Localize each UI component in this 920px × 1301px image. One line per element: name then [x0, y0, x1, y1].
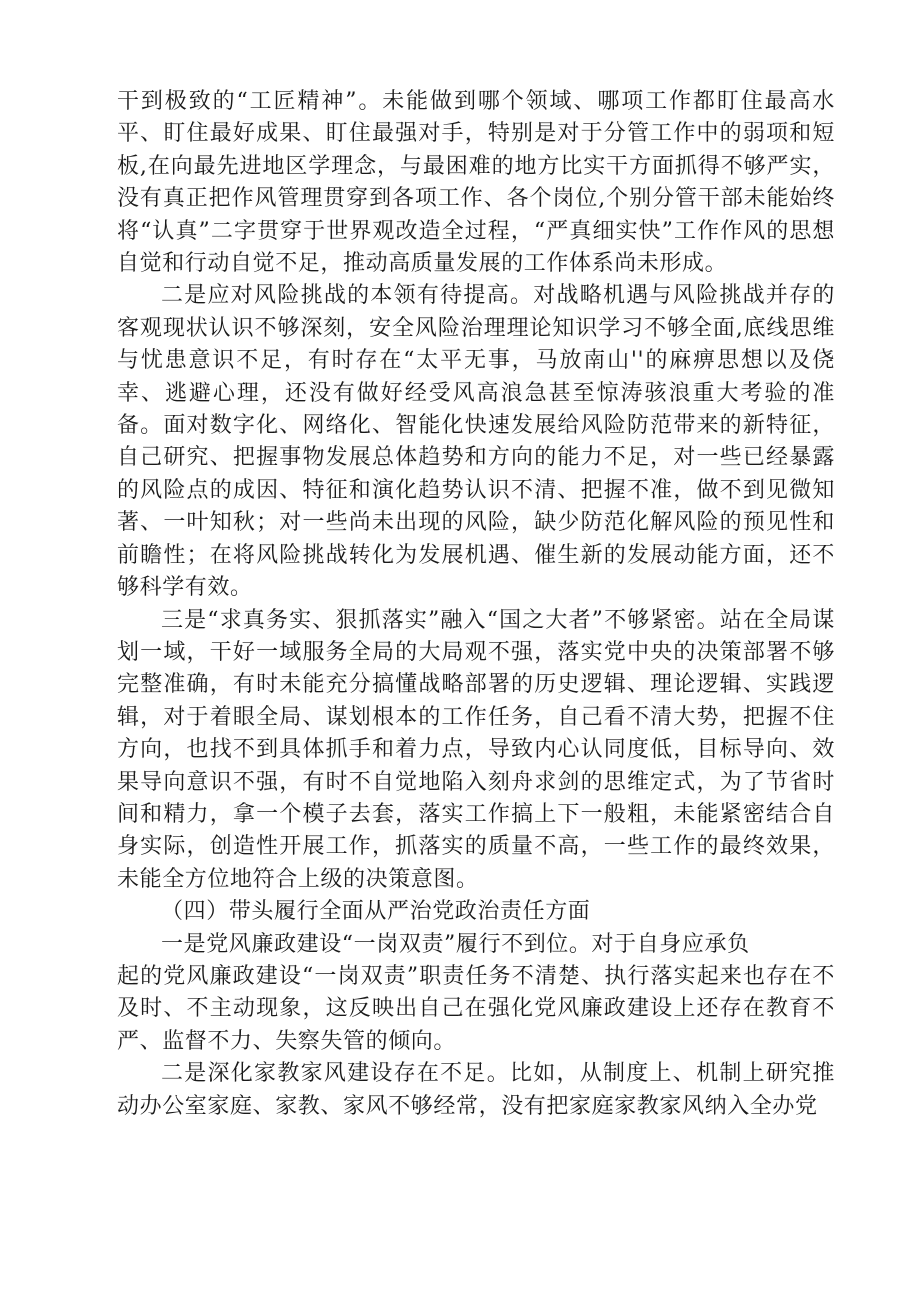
paragraph-integrity-rest: 起的党风廉政建设“一岗双责”职责任务不清楚、执行落实起来也存在不及时、不主动现象，这反映出自己在强化党风廉政建设上还存在教育不严、监督不力、失察失管的倾向。	[117, 963, 835, 1054]
paragraph-risk-challenges: 二是应对风险挑战的本领有待提高。对战略机遇与风险挑战并存的客观现状认识不够深刻，安全风险治理理论知识学习不够全面,底线思维与忧患意识不足，有时存在“太平无事，马放南山''的麻痹思想以及侥幸、逃避心理，还没有做好经受风高浪急甚至惊涛骇浪重大考验的准备。面对数字化、网络化、智能化快速发展给风险防范带来的新特征，自己研究、把握事物发展总体趋势和方向的能力不足，对一些已经暴露的风险点的成因、特征和演化趋势认识不清、把握不准，做不到见微知著、一叶知秋；对一些尚未出现的风险，缺少防范化解风险的预见性和前瞻性；在将风险挑战转化为发展机遇、催生新的发展动能方面，还不够科学有效。	[117, 283, 835, 601]
paragraph-seek-truth: 三是“求真务实、狠抓落实”融入“国之大者”不够紧密。站在全局谋划一域，干好一域服务全局的大局观不强，落实党中央的决策部署不够完整准确，有时未能充分搞懂战略部署的历史逻辑、理论逻辑、实践逻辑，对于着眼全局、谋划根本的工作任务，自己看不清大势，把握不住方向，也找不到具体抓手和着力点，导致内心认同度低，目标导向、效果导向意识不强，有时不自觉地陷入刻舟求剑的思维定式，为了节省时间和精力，拿一个模子去套，落实工作搞上下一般粗，未能紧密结合自身实际，创造性开展工作，抓落实的质量不高，一些工作的最终效果，未能全方位地符合上级的决策意图。	[117, 607, 835, 892]
paragraph-integrity-first-line: 一是党风廉政建设“一岗双责”履行不到位。对于自身应承负	[161, 931, 750, 957]
section-heading: （四）带头履行全面从严治党政治责任方面	[161, 899, 591, 925]
document-page	[117, 86, 835, 1123]
paragraph-family-tradition: 二是深化家教家风建设存在不足。比如，从制度上、机制上研究推动办公室家庭、家教、家风不够经常，没有把家庭家教家风纳入全办党	[117, 1061, 835, 1119]
paragraph-craftsman-spirit: 干到极致的“工匠精神”。未能做到哪个领域、哪项工作都盯住最高水平、盯住最好成果、盯住最强对手，特别是对于分管工作中的弱项和短板,在向最先进地区学理念，与最困难的地方比实干方面抓得不够严实，没有真正把作风管理贯穿到各项工作、各个岗位,个别分管干部未能始终将“认真”二字贯穿于世界观改造全过程，“严真细实快”工作作风的思想自觉和行动自觉不足，推动高质量发展的工作体系尚未形成。	[117, 89, 835, 277]
